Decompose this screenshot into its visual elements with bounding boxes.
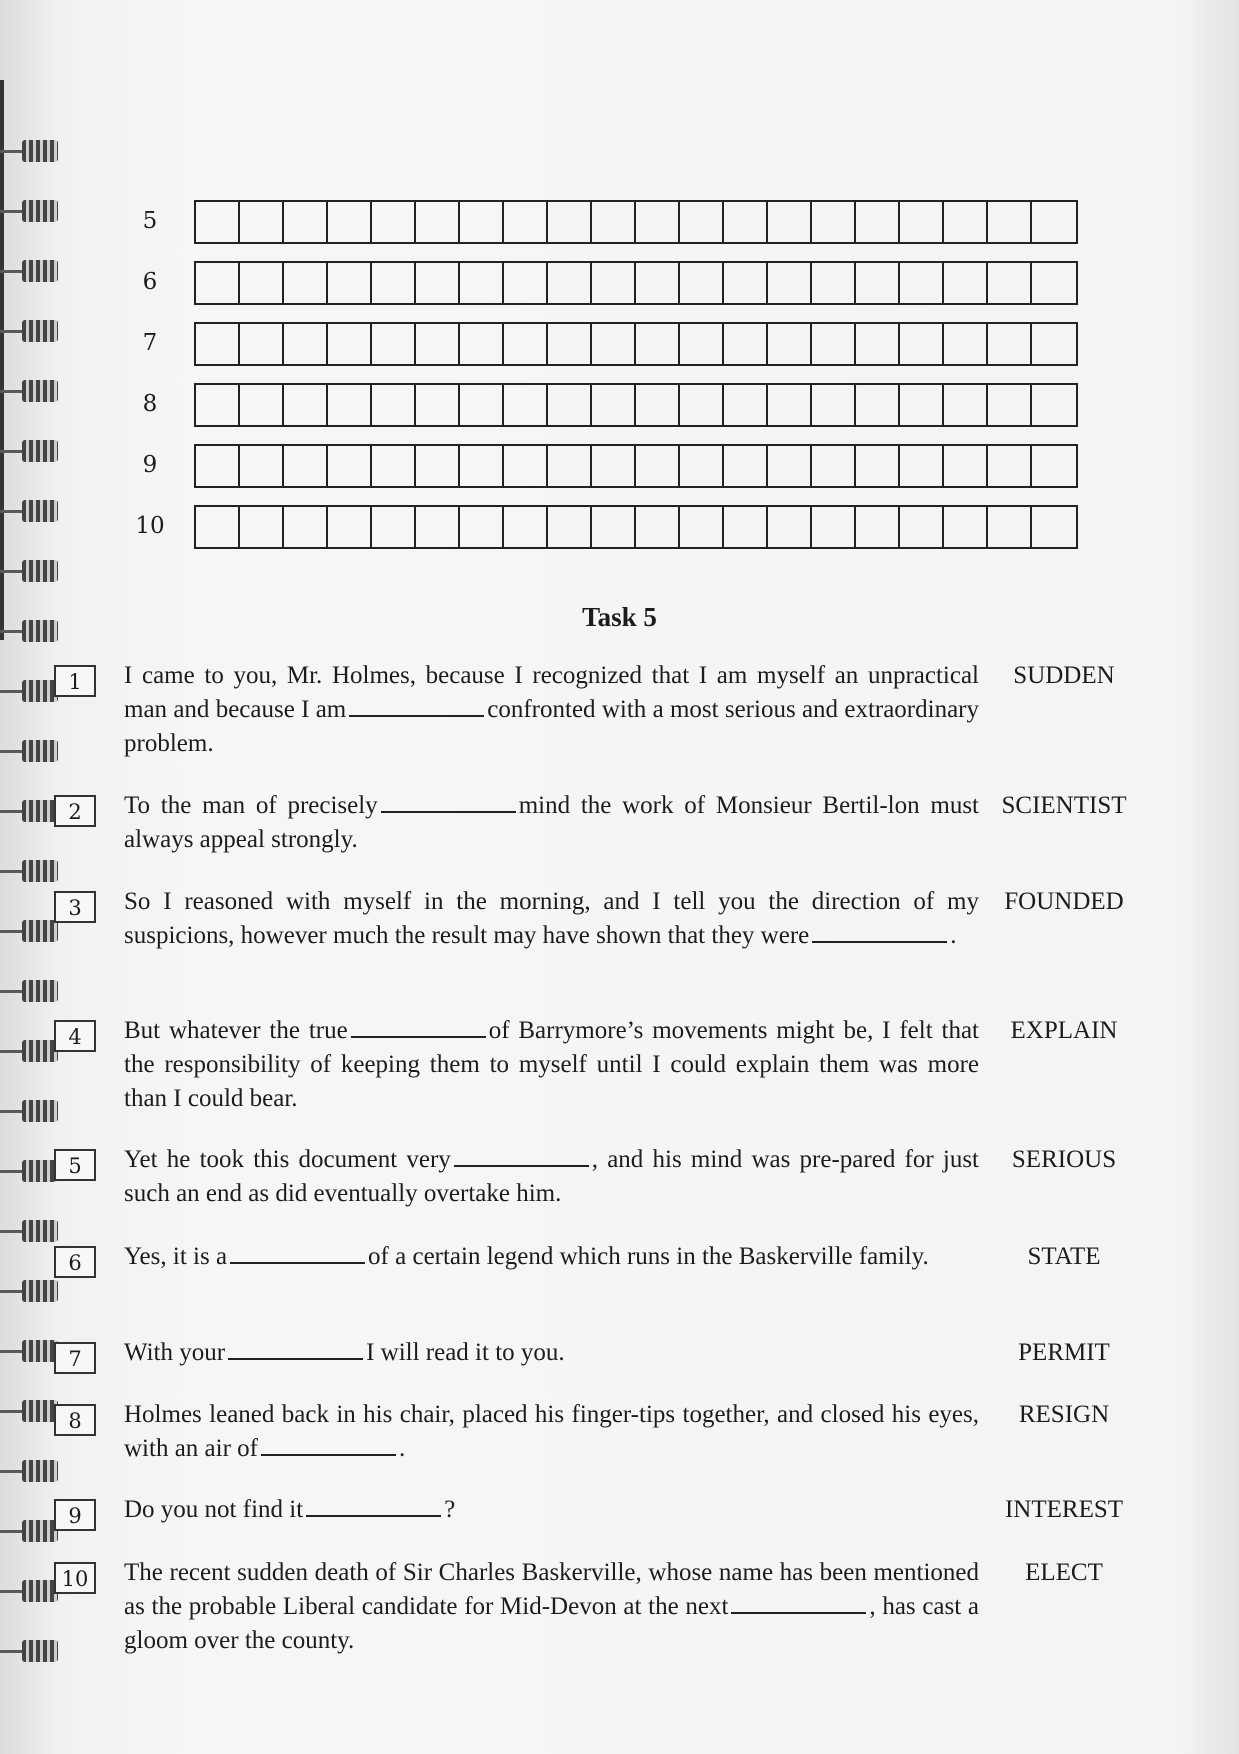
- answer-cell[interactable]: [372, 202, 416, 242]
- sentence-after-gap: of Barrymore’s movements might be, I felt that the responsibility of keeping them to myself until I could explain them was more than I could bear.: [124, 1017, 979, 1112]
- answer-cell[interactable]: [240, 446, 284, 486]
- answer-cell[interactable]: [1032, 202, 1076, 242]
- answer-cells: [194, 383, 1078, 427]
- sentence-after-gap: , has cast a gloom over the county.: [124, 1593, 979, 1654]
- answer-cell[interactable]: [900, 507, 944, 547]
- item-number-box: 4: [54, 1020, 96, 1052]
- answer-blank[interactable]: [812, 921, 947, 943]
- answer-cell[interactable]: [680, 324, 724, 364]
- answer-cell[interactable]: [416, 324, 460, 364]
- item-number-box: 1: [54, 665, 96, 697]
- root-word: EXPLAIN: [1010, 1017, 1118, 1044]
- answer-cell[interactable]: [856, 507, 900, 547]
- answer-cell[interactable]: [284, 263, 328, 303]
- sentence-after-gap: confronted with a most serious and extraordinary problem.: [124, 696, 980, 757]
- item-sentence: [124, 1493, 979, 1527]
- spiral-ring: [22, 1580, 58, 1602]
- answer-cell[interactable]: [636, 507, 680, 547]
- sentence-after-gap: ?: [444, 1496, 456, 1523]
- spiral-ring: [22, 320, 58, 342]
- answer-cell[interactable]: [856, 202, 900, 242]
- answer-grid-row-number: 7: [142, 330, 158, 356]
- answer-cell[interactable]: [636, 446, 680, 486]
- answer-blank[interactable]: [228, 1338, 363, 1360]
- answer-cells: [194, 505, 1078, 549]
- spiral-ring: [22, 380, 58, 402]
- answer-cell[interactable]: [284, 202, 328, 242]
- answer-cell[interactable]: [768, 385, 812, 425]
- answer-cell[interactable]: [460, 263, 504, 303]
- answer-cell[interactable]: [768, 507, 812, 547]
- answer-cell[interactable]: [724, 202, 768, 242]
- answer-cell[interactable]: [372, 507, 416, 547]
- answer-cell[interactable]: [548, 385, 592, 425]
- item-number-box: 6: [54, 1246, 96, 1278]
- sentence-before-gap: Holmes leaned back in his chair, placed his finger-tips together, and closed his eyes, with an air of: [124, 1401, 979, 1462]
- answer-cell[interactable]: [240, 324, 284, 364]
- spiral-ring: [22, 1280, 58, 1302]
- sentence-after-gap: mind the work of Monsieur Bertil-lon must always appeal strongly.: [124, 792, 979, 853]
- answer-cell[interactable]: [196, 507, 240, 547]
- answer-blank[interactable]: [381, 791, 516, 813]
- answer-cells: [194, 322, 1078, 366]
- answer-cell[interactable]: [944, 446, 988, 486]
- answer-cell[interactable]: [988, 385, 1032, 425]
- answer-cell[interactable]: [504, 385, 548, 425]
- answer-cell[interactable]: [944, 324, 988, 364]
- spiral-ring: [22, 1100, 58, 1122]
- answer-cell[interactable]: [680, 385, 724, 425]
- answer-cells: [194, 444, 1078, 488]
- answer-cell[interactable]: [944, 202, 988, 242]
- answer-grid-row-number: 10: [135, 513, 165, 539]
- answer-cell[interactable]: [328, 385, 372, 425]
- answer-cell[interactable]: [944, 263, 988, 303]
- answer-cell[interactable]: [900, 446, 944, 486]
- answer-cell[interactable]: [988, 202, 1032, 242]
- root-word: SCIENTIST: [1001, 792, 1127, 819]
- answer-cell[interactable]: [636, 324, 680, 364]
- root-word: STATE: [1027, 1243, 1101, 1270]
- answer-cell[interactable]: [592, 385, 636, 425]
- root-word: PERMIT: [1018, 1339, 1110, 1366]
- item-number-box: 7: [54, 1342, 96, 1374]
- task-title: Task 5: [582, 602, 657, 632]
- answer-cell[interactable]: [856, 385, 900, 425]
- sentence-before-gap: With your: [124, 1339, 226, 1366]
- spiral-ring: [22, 200, 58, 222]
- answer-cell[interactable]: [372, 446, 416, 486]
- answer-cell[interactable]: [460, 385, 504, 425]
- answer-cell[interactable]: [284, 446, 328, 486]
- answer-cell[interactable]: [636, 263, 680, 303]
- answer-cell[interactable]: [196, 446, 240, 486]
- spiral-ring: [22, 740, 58, 762]
- answer-cell[interactable]: [460, 507, 504, 547]
- item-sentence: [124, 1014, 979, 1116]
- item-number-box: 9: [54, 1499, 96, 1531]
- item-number-box: 3: [54, 891, 96, 923]
- answer-cell[interactable]: [460, 446, 504, 486]
- answer-cell[interactable]: [856, 263, 900, 303]
- sentence-before-gap: Yet he took this document very: [124, 1146, 451, 1173]
- answer-cell[interactable]: [416, 202, 460, 242]
- answer-cell[interactable]: [504, 507, 548, 547]
- answer-blank[interactable]: [261, 1434, 396, 1456]
- spiral-ring: [22, 860, 58, 882]
- answer-cell[interactable]: [592, 507, 636, 547]
- answer-blank[interactable]: [731, 1592, 866, 1614]
- answer-cell[interactable]: [548, 202, 592, 242]
- answer-cell[interactable]: [328, 202, 372, 242]
- answer-cell[interactable]: [680, 263, 724, 303]
- answer-cell[interactable]: [812, 202, 856, 242]
- spiral-ring: [22, 260, 58, 282]
- spiral-ring: [22, 1520, 58, 1542]
- answer-cell[interactable]: [548, 446, 592, 486]
- answer-cell[interactable]: [988, 324, 1032, 364]
- answer-blank[interactable]: [349, 695, 484, 717]
- answer-cell[interactable]: [1032, 507, 1076, 547]
- answer-cell[interactable]: [196, 324, 240, 364]
- answer-blank[interactable]: [306, 1495, 441, 1517]
- spiral-ring: [22, 1460, 58, 1482]
- sentence-before-gap: The recent sudden death of Sir Charles Baskerville, whose name has been mentioned as the probable Liberal candidate for Mid-Devon at the next: [124, 1559, 979, 1620]
- answer-cell[interactable]: [504, 324, 548, 364]
- answer-cell[interactable]: [812, 507, 856, 547]
- answer-cell[interactable]: [1032, 263, 1076, 303]
- answer-cell[interactable]: [812, 263, 856, 303]
- answer-cell[interactable]: [284, 324, 328, 364]
- answer-cell[interactable]: [1032, 324, 1076, 364]
- answer-cell[interactable]: [812, 385, 856, 425]
- answer-cell[interactable]: [900, 324, 944, 364]
- sentence-before-gap: I came to you, Mr. Holmes, because I recognized that I am myself an unpractical man and because I am: [124, 662, 979, 723]
- answer-cell[interactable]: [328, 507, 372, 547]
- spiral-ring: [22, 1640, 58, 1662]
- answer-cell[interactable]: [856, 446, 900, 486]
- answer-cell[interactable]: [416, 385, 460, 425]
- answer-cell[interactable]: [328, 446, 372, 486]
- answer-cell[interactable]: [724, 507, 768, 547]
- answer-cell[interactable]: [680, 507, 724, 547]
- root-word: FOUNDED: [1004, 888, 1124, 915]
- answer-cell[interactable]: [1032, 446, 1076, 486]
- answer-cell[interactable]: [1032, 385, 1076, 425]
- sentence-before-gap: So I reasoned with myself in the morning, and I tell you the direction of my suspicions, however much the result may have shown that they were: [124, 888, 979, 949]
- spiral-ring: [22, 500, 58, 522]
- answer-cell[interactable]: [592, 202, 636, 242]
- root-word: RESIGN: [1018, 1401, 1110, 1428]
- answer-cell[interactable]: [548, 507, 592, 547]
- answer-cell[interactable]: [416, 446, 460, 486]
- spiral-ring: [22, 800, 58, 822]
- answer-cell[interactable]: [548, 324, 592, 364]
- answer-cell[interactable]: [504, 263, 548, 303]
- answer-cell[interactable]: [328, 324, 372, 364]
- answer-blank[interactable]: [230, 1242, 365, 1264]
- root-word: SUDDEN: [1013, 662, 1115, 689]
- answer-cell[interactable]: [680, 446, 724, 486]
- spiral-ring: [22, 1400, 58, 1422]
- answer-cell[interactable]: [504, 446, 548, 486]
- spiral-ring: [22, 680, 58, 702]
- answer-grid-row-number: 8: [142, 391, 158, 417]
- sentence-after-gap: .: [398, 1435, 406, 1462]
- item-sentence: [124, 659, 979, 761]
- answer-cell[interactable]: [724, 324, 768, 364]
- spiral-ring: [22, 980, 58, 1002]
- answer-cell[interactable]: [724, 446, 768, 486]
- answer-blank[interactable]: [454, 1145, 589, 1167]
- item-sentence: [124, 885, 979, 953]
- answer-cell[interactable]: [328, 263, 372, 303]
- answer-cell[interactable]: [592, 446, 636, 486]
- item-sentence: [124, 1336, 979, 1370]
- sentence-after-gap: of a certain legend which runs in the Baskerville family.: [368, 1243, 929, 1270]
- item-number-box: 5: [54, 1149, 96, 1181]
- answer-grid-row-number: 6: [142, 269, 158, 295]
- spiral-ring: [22, 1340, 58, 1362]
- answer-cell[interactable]: [636, 385, 680, 425]
- sentence-after-gap: I will read it to you.: [366, 1339, 565, 1366]
- answer-cell[interactable]: [900, 263, 944, 303]
- answer-blank[interactable]: [351, 1016, 486, 1038]
- answer-cell[interactable]: [768, 324, 812, 364]
- item-sentence: [124, 789, 979, 857]
- answer-cell[interactable]: [988, 507, 1032, 547]
- spiral-ring: [22, 140, 58, 162]
- item-number-box: 2: [54, 795, 96, 827]
- answer-cell[interactable]: [768, 202, 812, 242]
- item-sentence: [124, 1240, 979, 1274]
- answer-cell[interactable]: [944, 385, 988, 425]
- answer-cell[interactable]: [240, 263, 284, 303]
- answer-cell[interactable]: [812, 324, 856, 364]
- answer-cell[interactable]: [372, 324, 416, 364]
- answer-cell[interactable]: [548, 263, 592, 303]
- answer-cell[interactable]: [372, 385, 416, 425]
- spiral-ring: [22, 560, 58, 582]
- spiral-ring: [22, 920, 58, 942]
- answer-cell[interactable]: [240, 507, 284, 547]
- root-word: INTEREST: [1004, 1496, 1124, 1523]
- answer-cell[interactable]: [460, 324, 504, 364]
- answer-cell[interactable]: [372, 263, 416, 303]
- answer-cell[interactable]: [504, 202, 548, 242]
- sentence-before-gap: But whatever the true: [124, 1017, 348, 1044]
- spiral-ring: [22, 1220, 58, 1242]
- answer-cell[interactable]: [592, 263, 636, 303]
- answer-cell[interactable]: [900, 202, 944, 242]
- sentence-after-gap: , and his mind was pre-pared for just such an end as did eventually overtake him.: [124, 1146, 979, 1207]
- answer-cell[interactable]: [768, 446, 812, 486]
- sentence-before-gap: Yes, it is a: [124, 1243, 228, 1270]
- answer-cell[interactable]: [284, 385, 328, 425]
- spiral-ring: [22, 440, 58, 462]
- sentence-before-gap: Do you not find it: [124, 1496, 304, 1523]
- answer-cell[interactable]: [812, 446, 856, 486]
- answer-cell[interactable]: [988, 263, 1032, 303]
- answer-cell[interactable]: [196, 202, 240, 242]
- answer-cell[interactable]: [196, 263, 240, 303]
- spiral-binding: [0, 80, 70, 1680]
- answer-cell[interactable]: [900, 385, 944, 425]
- answer-cell[interactable]: [416, 263, 460, 303]
- answer-cell[interactable]: [240, 202, 284, 242]
- sentence-after-gap: .: [950, 922, 957, 949]
- answer-cell[interactable]: [592, 324, 636, 364]
- item-sentence: [124, 1398, 979, 1466]
- sentence-before-gap: To the man of precisely: [124, 792, 378, 819]
- item-sentence: [124, 1556, 979, 1658]
- answer-cell[interactable]: [240, 385, 284, 425]
- answer-grid-row-number: 5: [142, 208, 158, 234]
- answer-cell[interactable]: [988, 446, 1032, 486]
- root-word: SERIOUS: [1011, 1146, 1117, 1173]
- answer-cell[interactable]: [196, 385, 240, 425]
- item-number-box: 8: [54, 1404, 96, 1436]
- root-word: ELECT: [1025, 1559, 1103, 1586]
- answer-cell[interactable]: [460, 202, 504, 242]
- spiral-ring: [22, 1160, 58, 1182]
- answer-cell[interactable]: [944, 507, 988, 547]
- answer-grid-row-number: 9: [142, 452, 158, 478]
- answer-cell[interactable]: [856, 324, 900, 364]
- item-number-box: 10: [54, 1562, 96, 1594]
- answer-cell[interactable]: [724, 263, 768, 303]
- answer-cell[interactable]: [768, 263, 812, 303]
- answer-cells: [194, 200, 1078, 244]
- answer-cell[interactable]: [416, 507, 460, 547]
- spiral-ring: [22, 1040, 58, 1062]
- answer-cells: [194, 261, 1078, 305]
- answer-cell[interactable]: [724, 385, 768, 425]
- answer-cell[interactable]: [680, 202, 724, 242]
- item-sentence: [124, 1143, 979, 1211]
- answer-cell[interactable]: [284, 507, 328, 547]
- answer-cell[interactable]: [636, 202, 680, 242]
